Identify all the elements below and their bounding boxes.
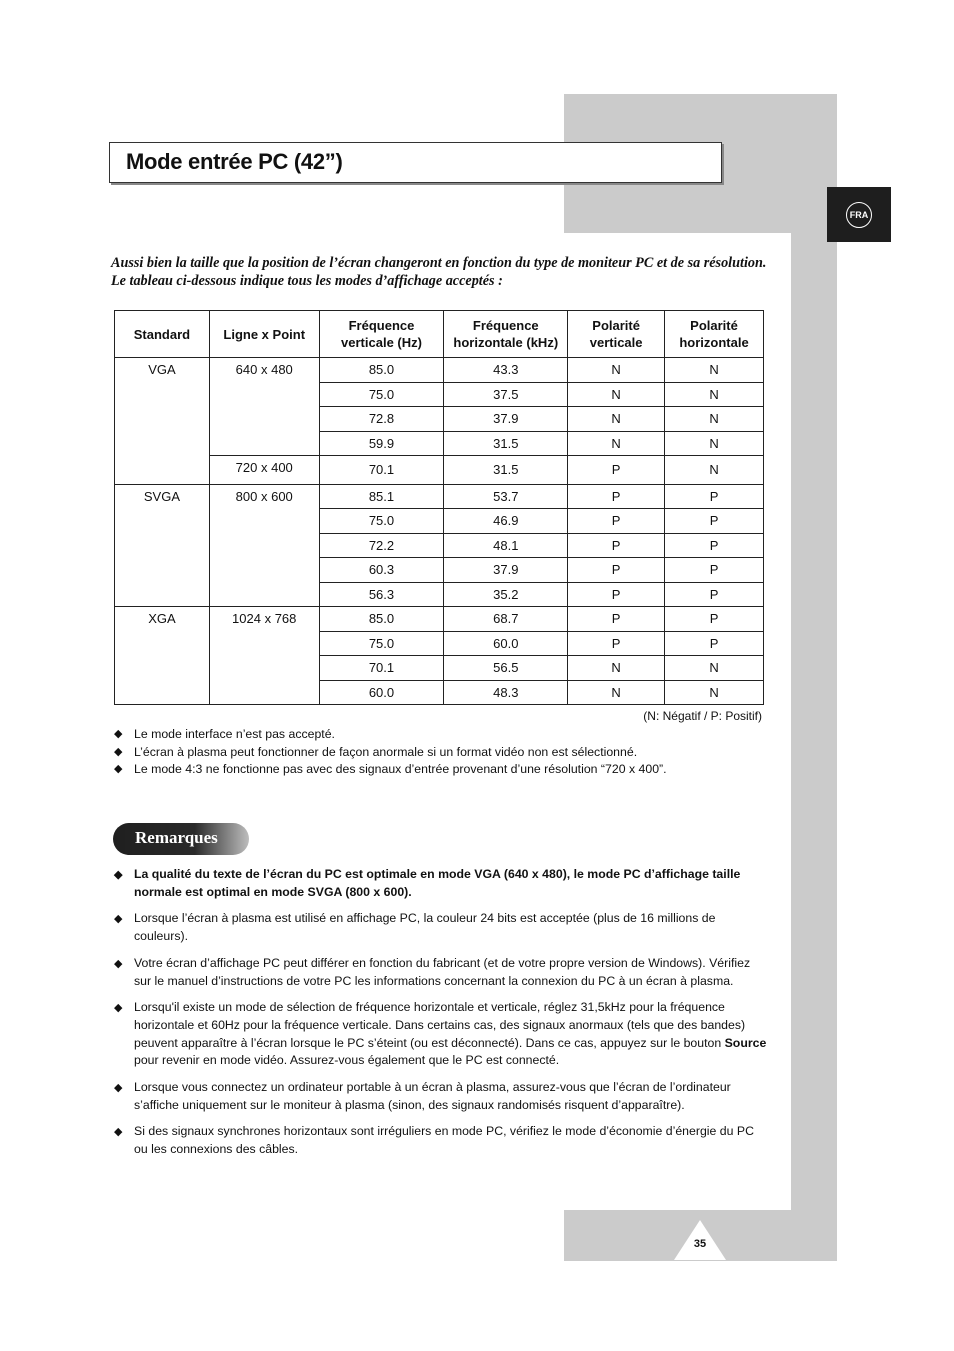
cell-freq-verticale: 75.0	[319, 631, 444, 656]
cell-resolution: 720 x 400	[209, 456, 319, 485]
diamond-bullet-icon: ◆	[114, 1126, 123, 1139]
list-item	[114, 761, 667, 779]
source-button-label: Source	[724, 1035, 767, 1050]
diamond-bullet-icon: ◆	[114, 728, 123, 740]
header-freq-horizontale-line1: Fréquence	[472, 318, 539, 333]
remark-item	[114, 866, 770, 901]
cell-freq-verticale: 72.8	[319, 407, 444, 432]
cell-polarite-horizontale: P	[665, 607, 764, 632]
cell-resolution: 1024 x 768	[209, 607, 319, 705]
cell-polarite-verticale: N	[568, 431, 665, 456]
diamond-bullet-icon: ◆	[114, 913, 123, 926]
table-header-row	[115, 311, 764, 358]
cell-freq-verticale: 60.0	[319, 680, 444, 705]
cell-freq-verticale: 59.9	[319, 431, 444, 456]
cell-freq-horizontale: 43.3	[444, 358, 568, 383]
note-text: Le mode 4:3 ne fonctionne pas avec des signaux d’entrée provenant d’une résolution “720 x 400”.	[134, 762, 667, 776]
cell-freq-verticale: 85.0	[319, 607, 444, 632]
note-text: L’écran à plasma peut fonctionner de façon anormale si un format vidéo non est sélectionné.	[134, 744, 638, 759]
remark-text: Si des signaux synchrones horizontaux sont irréguliers en mode PC, vérifiez le mode d’économie d’énergie du PC ou les connexions des câbles.	[134, 1124, 754, 1157]
cell-polarite-horizontale: P	[665, 509, 764, 534]
cell-standard: SVGA	[115, 484, 210, 607]
table-row	[115, 358, 764, 383]
cell-polarite-verticale: P	[568, 607, 665, 632]
cell-polarite-verticale: P	[568, 456, 665, 485]
cell-polarite-verticale: P	[568, 582, 665, 607]
remark-item	[114, 1123, 770, 1158]
remarques-heading-pill	[113, 823, 249, 855]
diamond-bullet-icon: ◆	[114, 957, 123, 970]
cell-polarite-verticale: N	[568, 382, 665, 407]
cell-freq-verticale: 60.3	[319, 558, 444, 583]
cell-freq-horizontale: 31.5	[444, 456, 568, 485]
title-box	[109, 142, 722, 183]
remarks-list	[114, 866, 770, 1168]
language-badge: FRA	[846, 202, 872, 228]
cell-polarite-horizontale: N	[665, 456, 764, 485]
diamond-bullet-icon: ◆	[114, 745, 123, 758]
cell-polarite-horizontale: N	[665, 431, 764, 456]
cell-polarite-horizontale: P	[665, 582, 764, 607]
cell-freq-horizontale: 60.0	[444, 631, 568, 656]
remark-text: Lorsque l’écran à plasma est utilisé en affichage PC, la couleur 24 bits est acceptée (plus de 16 millions de couleurs).	[134, 911, 716, 944]
remark-text: La qualité du texte de l’écran du PC est optimale en mode VGA (640 x 480), le mode PC d’affichage taille normale est optimal en mode SVGA (800 x 600).	[134, 867, 741, 899]
cell-standard: XGA	[115, 607, 210, 705]
cell-freq-verticale: 70.1	[319, 656, 444, 681]
table-row	[115, 484, 764, 509]
diamond-bullet-icon: ◆	[114, 763, 123, 775]
cell-freq-horizontale: 46.9	[444, 509, 568, 534]
cell-freq-verticale: 70.1	[319, 456, 444, 485]
cell-polarite-verticale: N	[568, 656, 665, 681]
table-row	[115, 607, 764, 632]
note-text: Le mode interface n’est pas accepté.	[134, 727, 335, 741]
cell-freq-verticale: 56.3	[319, 582, 444, 607]
intro-paragraph: Aussi bien la taille que la position de l’écran changeront en fonction du type de moniteur PC et de sa résolution. Le tableau ci-dessous indique tous les modes d’affichage acceptés :	[111, 255, 767, 289]
cell-polarite-verticale: P	[568, 558, 665, 583]
cell-polarite-horizontale: N	[665, 680, 764, 705]
diamond-bullet-icon: ◆	[114, 1002, 123, 1015]
page-number: 35	[693, 1238, 707, 1250]
diamond-bullet-icon: ◆	[114, 1082, 123, 1095]
remark-text: Votre écran d’affichage PC peut différer en fonction du fabricant (et de votre propre version de Windows). Vérifiez sur le manuel d’instructions de votre PC les informations concernant la connexion du PC à un écran à plasma.	[134, 955, 751, 988]
cell-polarite-verticale: P	[568, 484, 665, 509]
table-row	[115, 456, 764, 485]
remarques-heading: Remarques	[135, 828, 218, 847]
cell-freq-horizontale: 37.9	[444, 407, 568, 432]
cell-polarite-horizontale: N	[665, 407, 764, 432]
header-ligne-point: Ligne x Point	[209, 311, 319, 358]
cell-polarite-horizontale: P	[665, 533, 764, 558]
cell-freq-horizontale: 37.9	[444, 558, 568, 583]
cell-freq-verticale: 72.2	[319, 533, 444, 558]
header-freq-verticale	[319, 311, 444, 358]
cell-freq-horizontale: 48.1	[444, 533, 568, 558]
cell-freq-horizontale: 56.5	[444, 656, 568, 681]
cell-standard: VGA	[115, 358, 210, 485]
cell-polarite-verticale: P	[568, 631, 665, 656]
notes-list	[114, 726, 667, 779]
list-item	[114, 726, 667, 744]
cell-polarite-horizontale: P	[665, 631, 764, 656]
cell-polarite-verticale: N	[568, 358, 665, 383]
page-title: Mode entrée PC (42”)	[126, 149, 343, 174]
cell-freq-horizontale: 37.5	[444, 382, 568, 407]
header-polarite-horizontale-line1: Polarité	[690, 318, 738, 333]
diamond-bullet-icon: ◆	[114, 869, 123, 881]
cell-polarite-horizontale: P	[665, 558, 764, 583]
cell-polarite-horizontale: N	[665, 382, 764, 407]
language-tab	[827, 187, 891, 242]
remark-text-part2: pour revenir en mode vidéo. Assurez-vous également que le PC est connecté.	[134, 1053, 560, 1068]
cell-polarite-horizontale: P	[665, 484, 764, 509]
cell-freq-verticale: 75.0	[319, 382, 444, 407]
remark-text: Lorsque vous connectez un ordinateur portable à un écran à plasma, assurez-vous que l’écran de l’ordinateur s’affiche uniquement sur le moniteur à plasma (sinon, des signaux randomisés risquent d’apparaître).	[134, 1080, 731, 1112]
remark-item	[114, 910, 770, 945]
cell-polarite-horizontale: N	[665, 358, 764, 383]
header-freq-verticale-line1: Fréquence	[348, 318, 415, 333]
cell-resolution: 800 x 600	[209, 484, 319, 607]
cell-freq-verticale: 75.0	[319, 509, 444, 534]
polarity-legend: (N: Négatif / P: Positif)	[643, 709, 762, 723]
cell-freq-verticale: 85.0	[319, 358, 444, 383]
list-item	[114, 744, 667, 762]
remark-item	[114, 955, 770, 990]
remark-text-part1: Lorsqu'il existe un mode de sélection de fréquence horizontale et verticale, réglez 31,5kHz pour la fréquence horizontale et 60Hz pour la fréquence verticale. Dans certains cas, des signaux anormaux (tels que des bandes) peuvent apparaître à l’écran lorsque le PC s’éteint (ou est déconnecté). Dans ce cas, appuyez sur le bouton	[134, 1000, 746, 1050]
cell-freq-horizontale: 31.5	[444, 431, 568, 456]
cell-freq-horizontale: 48.3	[444, 680, 568, 705]
cell-polarite-verticale: P	[568, 509, 665, 534]
cell-freq-verticale: 85.1	[319, 484, 444, 509]
cell-freq-horizontale: 53.7	[444, 484, 568, 509]
header-freq-horizontale	[444, 311, 568, 358]
remark-item	[114, 1079, 770, 1114]
header-polarite-verticale-line2: verticale	[589, 335, 643, 350]
cell-polarite-verticale: N	[568, 407, 665, 432]
cell-polarite-verticale: P	[568, 533, 665, 558]
cell-polarite-horizontale: N	[665, 656, 764, 681]
header-freq-horizontale-line2: horizontale (kHz)	[453, 335, 559, 350]
cell-freq-horizontale: 68.7	[444, 607, 568, 632]
decorative-gray-panel-right	[791, 233, 837, 1261]
header-freq-verticale-line2: verticale (Hz)	[341, 335, 422, 350]
display-modes-table	[114, 310, 764, 705]
header-standard: Standard	[115, 311, 210, 358]
header-polarite-verticale	[568, 311, 665, 358]
cell-resolution: 640 x 480	[209, 358, 319, 456]
table-body	[115, 358, 764, 705]
remark-item	[114, 999, 770, 1070]
header-polarite-horizontale	[665, 311, 764, 358]
header-polarite-verticale-line1: Polarité	[592, 318, 640, 333]
cell-polarite-verticale: N	[568, 680, 665, 705]
cell-freq-horizontale: 35.2	[444, 582, 568, 607]
header-polarite-horizontale-line2: horizontale	[679, 335, 749, 350]
